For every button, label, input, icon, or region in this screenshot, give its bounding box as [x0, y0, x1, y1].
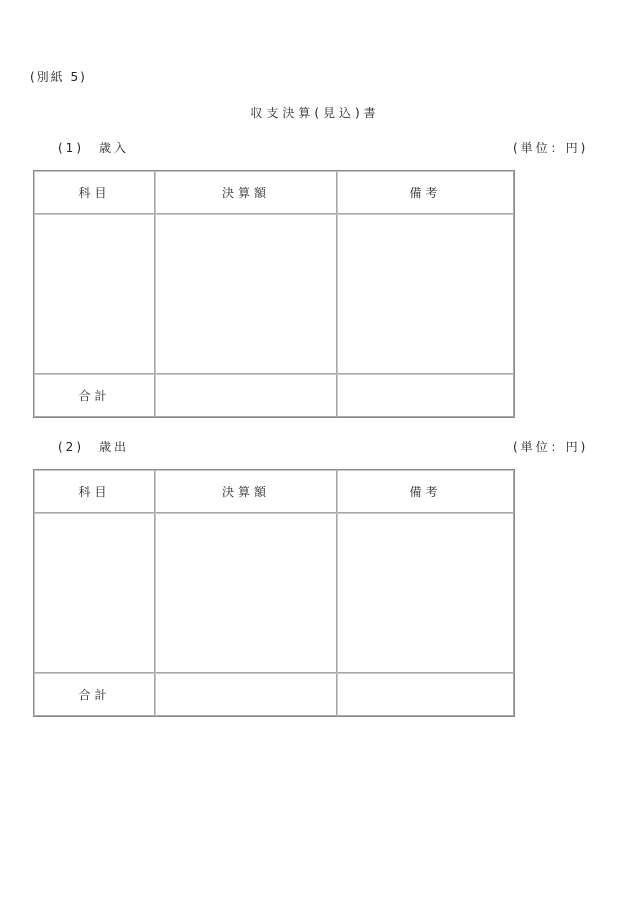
total-label: 合計: [34, 673, 155, 716]
amount-cell[interactable]: [155, 513, 337, 673]
column-header-amount: 決算額: [155, 470, 337, 513]
revenue-section-label: (1) 歳入: [58, 141, 129, 155]
amount-cell[interactable]: [155, 214, 337, 374]
table-header-row: [34, 470, 514, 513]
revenue-unit-label: (単位：円): [513, 141, 589, 155]
revenue-table: [33, 170, 515, 418]
expenditure-table: [33, 469, 515, 717]
subject-cell[interactable]: [34, 513, 155, 673]
total-row: [34, 673, 514, 716]
total-label: 合計: [34, 374, 155, 417]
column-header-subject: 科目: [34, 470, 155, 513]
column-header-amount: 決算額: [155, 171, 337, 214]
column-header-remarks: 備考: [337, 171, 514, 214]
column-header-subject: 科目: [34, 171, 155, 214]
document-title: 収支決算(見込)書: [250, 106, 380, 120]
column-header-remarks: 備考: [337, 470, 514, 513]
total-remarks-cell[interactable]: [337, 673, 514, 716]
table-header-row: [34, 171, 514, 214]
table-row: [34, 513, 514, 673]
annex-label: (別紙 5): [30, 70, 87, 84]
remarks-cell[interactable]: [337, 513, 514, 673]
table-row: [34, 214, 514, 374]
total-row: [34, 374, 514, 417]
remarks-cell[interactable]: [337, 214, 514, 374]
total-amount-cell[interactable]: [155, 673, 337, 716]
subject-cell[interactable]: [34, 214, 155, 374]
expenditure-unit-label: (単位：円): [513, 440, 589, 454]
total-amount-cell[interactable]: [155, 374, 337, 417]
expenditure-section-label: (2) 歳出: [58, 440, 129, 454]
total-remarks-cell[interactable]: [337, 374, 514, 417]
